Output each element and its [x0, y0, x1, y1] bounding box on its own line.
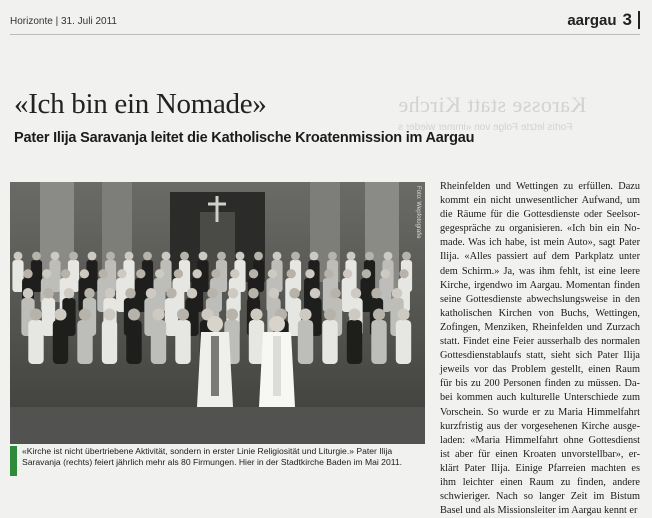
person-figure: [12, 252, 23, 292]
body-line: seine Gottesdienste abwechslungsweise in den: [440, 293, 640, 305]
body-line: Gottesdienstablaufs statt, sieht sich Pater Ilija: [440, 350, 640, 362]
group-photo: [10, 182, 425, 444]
body-line: gegespräche zu organisieren. «Ich bin ein No-: [440, 223, 640, 235]
person-figure: [77, 308, 92, 364]
publication-date: 31. Juli 2011: [60, 16, 117, 27]
person-figure: [53, 308, 68, 364]
group-photo-image: [10, 182, 425, 444]
body-line: bei kommen auch kulturelle Unterschiede zum: [440, 392, 640, 404]
caption-accent-bar: [10, 446, 17, 476]
section-header: [567, 10, 640, 30]
person-figure: [126, 308, 141, 364]
body-line: katholischen Kirchen von Buchs, Wettingen,: [440, 307, 640, 319]
header-publication-date: [10, 16, 117, 27]
body-line: die Räume für die Gottesdienste oder Seelsor-: [440, 209, 640, 221]
body-line: ihm leichter einen Raum zu finden, andere: [440, 476, 640, 488]
publication-name: Horizonte: [10, 16, 53, 27]
person-figure: [102, 308, 117, 364]
body-line: jeweils vor das Problem gestellt, einen Raum: [440, 364, 640, 376]
body-line: statt. Findet eine Feier ausserhalb des normalen: [440, 336, 640, 348]
person-figure: [151, 308, 166, 364]
body-line: Rheinfelden und Wettingen zu erfüllen. Dazu: [440, 181, 640, 192]
section-name: aargau: [567, 11, 617, 29]
body-line: Ilija. «Alles passiert auf dem Parkplatz unter: [440, 251, 640, 263]
person-figure: [28, 308, 43, 364]
body-line: kurzfristig aus der vorgesehenen Kirche ausge-: [440, 420, 640, 432]
body-line: made. Was ich habe, ist mein Auto», sagt Pater: [440, 237, 640, 249]
body-line: Zofingen, Menziken, Rheinfelden und Zurzach: [440, 321, 640, 333]
body-line: klärt Pater Ilija. Einige Pfarreien machten es: [440, 462, 640, 474]
person-figure: [175, 308, 190, 364]
body-line: dem Schirm.» Ja, was ihm fehlt, ist eine leere: [440, 265, 640, 277]
show-through-subline: Fortis letzte Folge von «immer wieder s: [398, 122, 573, 133]
photo-caption: «Kirche ist nicht übertriebene Aktivität, sondern in erster Linie Religiosität und Liturgie.» Pater Ilija Saravanja (rechts) feiert jährlich mehr als 80 Firmungen. Hier in der Stadtkirche Baden im Mai 2011.: [22, 446, 403, 467]
show-through-headline: Karosse statt Kirche: [398, 92, 587, 117]
person-figure: [396, 308, 411, 364]
body-line: laden: «Maria Himmelfahrt ohne Gottesdienst: [440, 434, 640, 446]
page-number: 3: [622, 10, 632, 29]
person-figure: [371, 308, 386, 364]
article-subhead: Pater Ilija Saravanja leitet die Katholische Kroatenmission im Aargau: [14, 130, 475, 146]
body-line: Basel und als Missionsleiter im Aargau kennt er: [440, 505, 638, 517]
person-figure: [322, 308, 337, 364]
body-line: ist aber für einen Kroaten unvorstellbar», er-: [440, 448, 640, 460]
photo-credit: Foto: Wepfotografie: [415, 186, 421, 239]
header-divider: |: [55, 16, 61, 27]
body-line: Kirche, irgendwo im Aargau. Momentan finden: [440, 279, 640, 291]
body-line: Vorschein. So wurde er zu Maria Himmelfahrt: [440, 406, 640, 418]
article-body-column: [440, 180, 640, 518]
header-rule: [10, 34, 640, 35]
person-figure: [347, 308, 362, 364]
section-bar: [638, 11, 640, 29]
body-line: schwieriger. Nach so langer Zeit im Bistum: [440, 491, 640, 503]
article-headline: «Ich bin ein Nomade»: [14, 88, 267, 120]
body-line: für bis zu 200 Personen finden zu müssen. Da-: [440, 378, 640, 390]
person-figure: [298, 308, 313, 364]
body-line: kommt ein nicht unwesentlicher Aufwand, um: [440, 195, 640, 207]
